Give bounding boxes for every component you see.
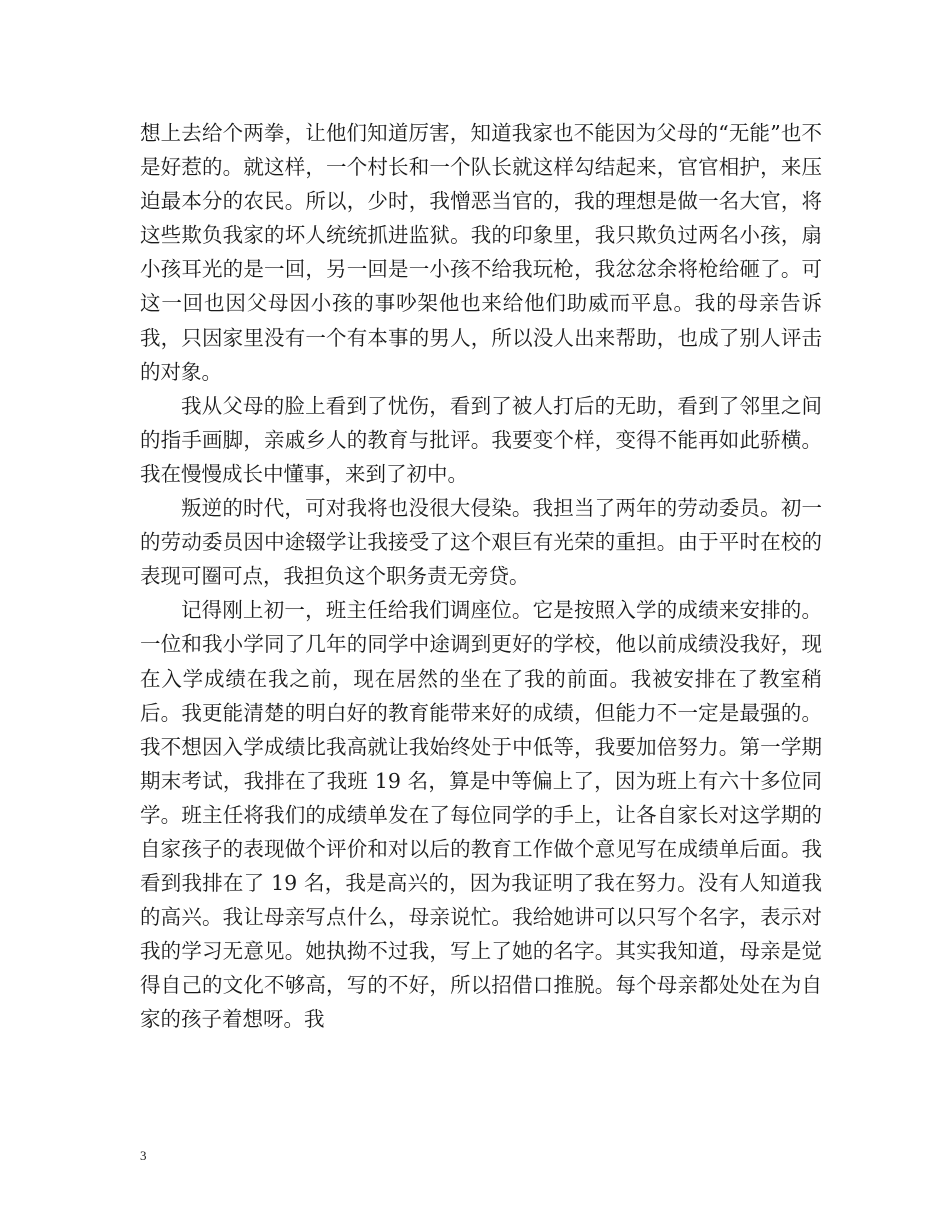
paragraph-4: 记得刚上初一，班主任给我们调座位。它是按照入学的成绩来安排的。一位和我小学同了几年的同学中途调到更好的学校，他以前成绩没我好，现在入学成绩在我之前，现在居然的坐在了我的前面。我被安排在了教室稍后。我更能清楚的明白好的教育能带来好的成绩，但能力不一定是最强的。我不想因入学成绩比我高就让我始终处于中低等，我要加倍努力。第一学期期末考试，我排在了我班 19 名，算是中等偏上了，因为班上有六十多位同学。班主任将我们的成绩单发在了每位同学的手上，让各自家长对这学期的自家孩子的表现做个评价和对以后的教育工作做个意见写在成绩单后面。我看到我排在了 19 名，我是高兴的，因为我证明了我在努力。没有人知道我的高兴。我让母亲写点什么，母亲说忙。我给她讲可以只写个名字，表示对我的学习无意见。她执拗不过我，写上了她的名字。其实我知道，母亲是觉得自己的文化不够高，写的不好，所以招借口推脱。每个母亲都处处在为自家的孩子着想呀。我: [140, 598, 822, 1032]
paragraph-2: 我从父母的脸上看到了忧伤，看到了被人打后的无助，看到了邻里之间的指手画脚，亲戚乡人的教育与批评。我要变个样，变得不能再如此骄横。我在慢慢成长中懂事，来到了初中。: [140, 393, 822, 486]
paragraph-3: 叛逆的时代，可对我将也没很大侵染。我担当了两年的劳动委员。初一的劳动委员因中途辍学让我接受了这个艰巨有光荣的重担。由于平时在校的表现可圈可点，我担负这个职务责无旁贷。: [140, 496, 822, 589]
document-body: [140, 116, 822, 1037]
page-number: 3: [140, 1148, 147, 1163]
paragraph-1: 想上去给个两拳，让他们知道厉害，知道我家也不能因为父母的“无能”也不是好惹的。就这样，一个村长和一个队长就这样勾结起来，官官相护，来压迫最本分的农民。所以，少时，我憎恶当官的，我的理想是做一名大官，将这些欺负我家的坏人统统抓进监狱。我的印象里，我只欺负过两名小孩，扇小孩耳光的是一回，另一回是一小孩不给我玩枪，我忿忿余将枪给砸了。可这一回也因父母因小孩的事吵架他也来给他们助威而平息。我的母亲告诉我，只因家里没有一个有本事的男人，所以没人出来帮助，也成了别人评击的对象。: [140, 121, 822, 384]
